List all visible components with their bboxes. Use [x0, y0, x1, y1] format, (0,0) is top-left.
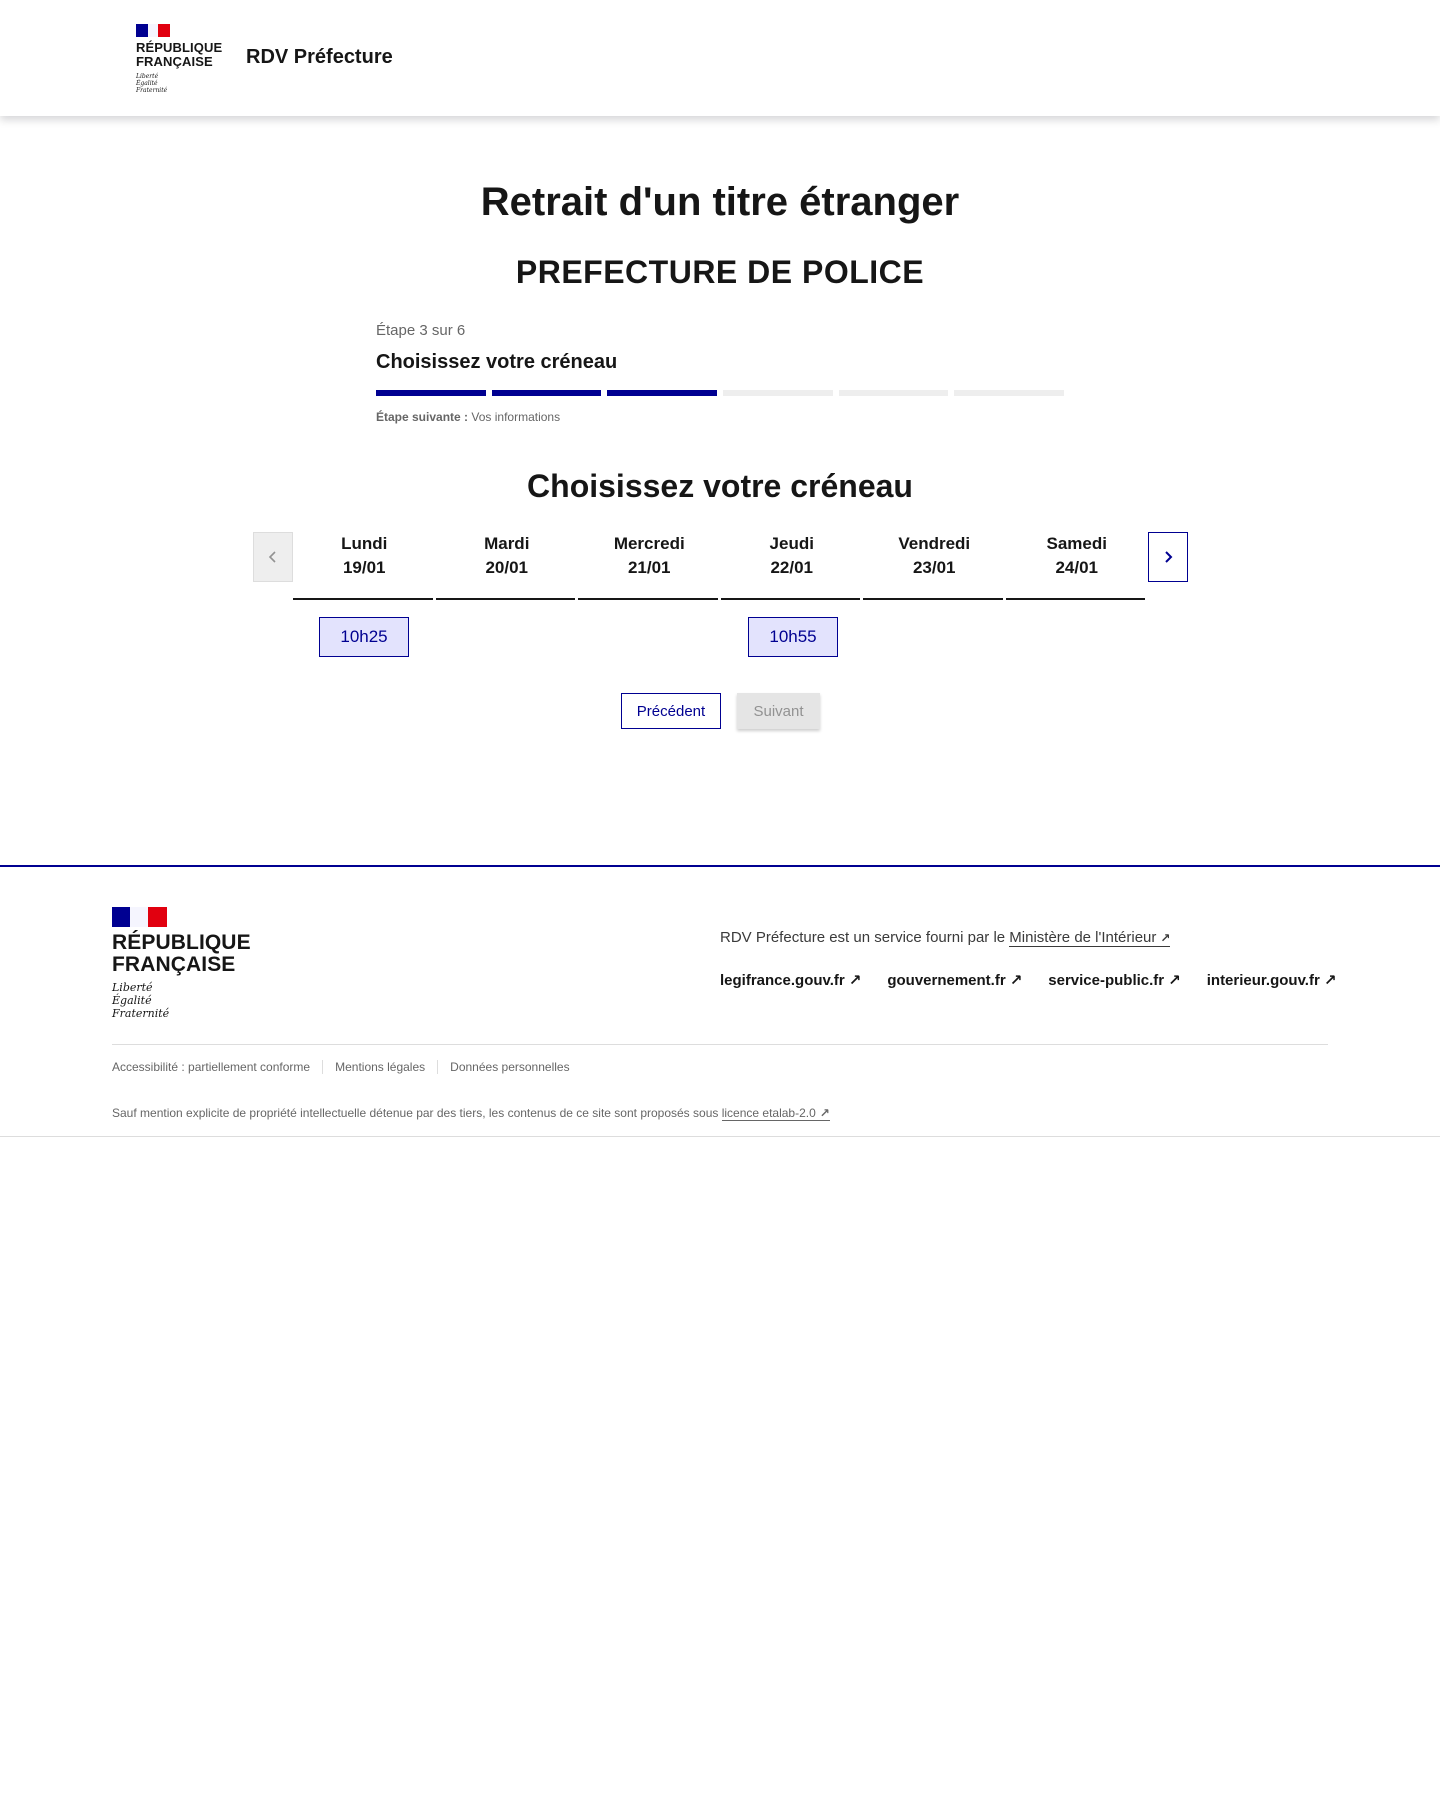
day-name: Samedi [1046, 534, 1107, 553]
footer-divider [112, 1044, 1328, 1045]
day-name: Jeudi [769, 534, 814, 553]
chevron-right-icon [1162, 551, 1174, 563]
marianne-flag-icon [112, 907, 251, 927]
ministere-link[interactable] [1009, 929, 1170, 947]
day-name: Mardi [484, 534, 530, 553]
chevron-left-icon [267, 551, 279, 563]
external-link-icon: ↗ [1009, 972, 1023, 989]
logo-line-1: RÉPUBLIQUE [136, 40, 223, 55]
day-name: Lundi [341, 534, 388, 553]
footer-link[interactable] [1207, 971, 1337, 989]
stepper-bar [723, 390, 833, 396]
ministere-link-label: Ministère de l'Intérieur [1009, 929, 1157, 946]
calendar-slots [293, 617, 1148, 657]
footer-description-text: RDV Préfecture est un service fourni par le [720, 929, 1010, 946]
footer-license [112, 1106, 830, 1120]
motto-liberte: Liberté [136, 73, 159, 80]
stepper-next-step [376, 410, 1064, 424]
day-date: 23/01 [912, 558, 956, 577]
calendar-day-header [293, 532, 436, 600]
license-text: Sauf mention explicite de propriété intellectuelle détenue par des tiers, les contenus de ce site sont proposés sous [112, 1106, 722, 1120]
external-link-icon: ↗ [1160, 931, 1171, 945]
external-link-icon: ↗ [819, 1106, 830, 1120]
external-link-icon: ↗ [1323, 972, 1337, 989]
day-date: 20/01 [485, 558, 529, 577]
previous-button[interactable]: Précédent [621, 693, 721, 729]
calendar-day-header [1006, 532, 1149, 600]
time-slot-button[interactable]: 10h25 [319, 617, 409, 657]
license-link-label: licence etalab-2.0 [721, 1106, 816, 1120]
calendar-day-header [436, 532, 579, 600]
stepper-next-value: Vos informations [471, 410, 561, 424]
stepper-bar [492, 390, 602, 396]
day-date: 24/01 [1055, 558, 1099, 577]
site-footer [0, 865, 1440, 1137]
logo-line-2: FRANÇAISE [136, 54, 213, 69]
site-title[interactable]: RDV Préfecture [246, 46, 393, 68]
stepper-bar [839, 390, 949, 396]
stepper-progress [376, 390, 1064, 396]
footer-bottom-link[interactable]: Accessibilité : partiellement conforme [112, 1060, 323, 1074]
day-name: Vendredi [898, 534, 971, 553]
day-date: 19/01 [342, 558, 386, 577]
logo-text [136, 40, 223, 69]
footer-bottom-link[interactable]: Mentions légales [323, 1060, 438, 1074]
stepper [376, 322, 1064, 424]
footer-links [720, 971, 1336, 989]
footer-bottom-link[interactable]: Données personnelles [450, 1060, 570, 1074]
calendar [253, 532, 1188, 582]
footer-motto-egalite: Égalité [112, 994, 152, 1007]
footer-link-label: gouvernement.fr [887, 972, 1006, 989]
footer-logo-motto [112, 981, 251, 1020]
footer-motto-fraternite: Fraternité [112, 1007, 170, 1020]
time-slot-button[interactable]: 10h55 [748, 617, 838, 657]
external-link-icon: ↗ [1168, 972, 1181, 989]
prefecture-title: PREFECTURE DE POLICE [515, 254, 925, 290]
footer-logo-line-2: FRANÇAISE [112, 953, 236, 976]
calendar-prev-button[interactable] [253, 532, 293, 582]
stepper-bar [954, 390, 1064, 396]
footer-link-label: legifrance.gouv.fr [720, 972, 845, 989]
logo-motto [136, 73, 220, 94]
footer-logo-text [112, 932, 251, 976]
footer-link[interactable] [1048, 971, 1180, 989]
stepper-bar [607, 390, 717, 396]
external-link-icon: ↗ [848, 972, 862, 989]
section-title: Choisissez votre créneau [527, 468, 913, 504]
license-link[interactable] [722, 1106, 830, 1121]
republique-francaise-logo[interactable] [136, 24, 223, 94]
motto-egalite: Égalité [136, 80, 158, 87]
calendar-day-header [721, 532, 864, 600]
footer-logo[interactable] [112, 907, 251, 1020]
stepper-bar [376, 390, 486, 396]
site-header [0, 0, 1440, 116]
footer-link-label: interieur.gouv.fr [1206, 972, 1320, 989]
footer-motto-liberte: Liberté [112, 981, 153, 994]
motto-fraternite: Fraternité [136, 87, 168, 94]
calendar-next-button[interactable] [1148, 532, 1188, 582]
footer-link[interactable] [720, 971, 861, 989]
page-title: Retrait d'un titre étranger [480, 180, 960, 224]
next-button[interactable]: Suivant [737, 693, 820, 729]
footer-logo-line-1: RÉPUBLIQUE [112, 931, 251, 954]
day-name: Mercredi [613, 534, 685, 553]
footer-description [720, 929, 1170, 946]
stepper-next-label: Étape suivante : [376, 410, 469, 424]
marianne-flag-icon [136, 24, 220, 37]
footer-link[interactable] [887, 971, 1022, 989]
day-date: 22/01 [770, 558, 814, 577]
stepper-title: Choisissez votre créneau [376, 351, 618, 373]
calendar-day-header [578, 532, 721, 600]
footer-link-label: service-public.fr [1048, 972, 1165, 989]
footer-bottom-links [112, 1060, 582, 1074]
calendar-days [293, 532, 1148, 600]
day-date: 21/01 [627, 558, 671, 577]
calendar-day-header [863, 532, 1006, 600]
stepper-state: Étape 3 sur 6 [376, 322, 466, 339]
